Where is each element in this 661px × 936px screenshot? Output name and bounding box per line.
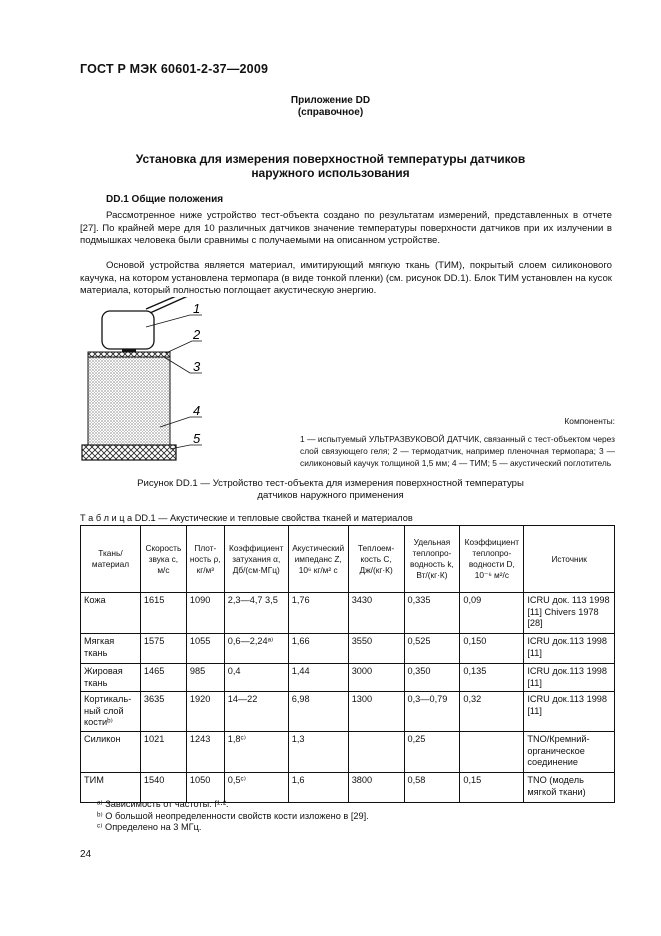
header-cell: Коэффициент теплопро-водности D, 10⁻⁶ м²/с (460, 526, 524, 593)
table-cell: 1465 (140, 664, 186, 692)
table-cell: ICRU док.113 1998 [11] (524, 692, 615, 732)
table-cell: 14—22 (224, 692, 288, 732)
table-cell: 1,66 (288, 634, 348, 664)
table-cell: TNO (модель мягкой ткани) (524, 773, 615, 803)
table-row (81, 773, 615, 803)
table-cell: Кортикаль-ный слой костиᵇ⁾ (81, 692, 141, 732)
header-cell: Удельная теплопро-водность k, Вт/(кг·К) (404, 526, 460, 593)
table-note-a: ᵃ⁾ Зависимость от частоты: f¹·². (97, 799, 229, 809)
section-heading: DD.1 Общие положения (106, 194, 224, 205)
table-note-c: ᶜ⁾ Определено на 3 МГц. (97, 822, 202, 832)
table-cell: 1540 (140, 773, 186, 803)
figure-label-4: 4 (193, 403, 201, 418)
standard-header: ГОСТ Р МЭК 60601-2-37—2009 (80, 62, 269, 76)
table-cell: 1575 (140, 634, 186, 664)
table-cell: 0,525 (404, 634, 460, 664)
table-cell: 1920 (186, 692, 224, 732)
appendix-heading (0, 95, 661, 119)
table-cell: Жировая ткань (81, 664, 141, 692)
appendix-line2: (справочное) (297, 107, 364, 118)
absorber-block (82, 445, 176, 460)
table-cell: 0,3—0,79 (404, 692, 460, 732)
header-cell: Плот-ность ρ, кг/м³ (186, 526, 224, 593)
table-cell: ICRU док.113 1998 [11] (524, 634, 615, 664)
table-row (81, 692, 615, 732)
table-cell: 1243 (186, 732, 224, 773)
tmm-block (88, 357, 170, 445)
figure-label-1: 1 (193, 301, 201, 316)
table-cell: 1,3 (288, 732, 348, 773)
header-cell: Акустический импеданс Z, 10⁶ кг/м² с (288, 526, 348, 593)
table-cell: 3430 (348, 593, 404, 634)
table-cell (460, 732, 524, 773)
paragraph-1 (80, 210, 612, 248)
table-cell: 0,58 (404, 773, 460, 803)
table-cell: ТИМ (81, 773, 141, 803)
table-cell: 1021 (140, 732, 186, 773)
components-title: Компоненты: (564, 416, 615, 426)
table-cell: Мягкая ткань (81, 634, 141, 664)
header-cell: Теплоем-кость C, Дж/(кг·К) (348, 526, 404, 593)
table-cell: 1090 (186, 593, 224, 634)
table-cell: 6,98 (288, 692, 348, 732)
table-cell: 0,09 (460, 593, 524, 634)
table-cell: Силикон (81, 732, 141, 773)
transducer-shape (102, 311, 154, 349)
table-cell: 985 (186, 664, 224, 692)
paragraph-2-text: Основой устройства является материал, имитирующий мягкую ткань (ТИМ), покрытый слоем силиконового каучука, на котором установлена термопара (в виде тонкой пленки) (см. рисунок DD.1). Блок ТИМ установлен на кусок материала, который полностью поглощает акустическую энергию. (80, 260, 612, 296)
table-cell: 0,4 (224, 664, 288, 692)
table-row (81, 593, 615, 634)
table-cell: 3635 (140, 692, 186, 732)
appendix-line1: Приложение DD (290, 95, 371, 106)
table-header-row (81, 526, 615, 593)
table-cell: 1,6 (288, 773, 348, 803)
page-number: 24 (80, 849, 92, 860)
table-cell (348, 732, 404, 773)
silicone-layer (88, 352, 170, 357)
table-cell: 0,15 (460, 773, 524, 803)
transducer-cable (146, 297, 190, 313)
title-line2: наружного использования (251, 166, 410, 180)
figure-caption-line2: датчиков наружного применения (257, 490, 404, 501)
figure-label-2: 2 (193, 327, 201, 342)
paragraph-2 (80, 260, 612, 298)
table-row (81, 634, 615, 664)
figure-caption (0, 478, 661, 502)
header-cell: Скорость звука c, м/с (140, 526, 186, 593)
test-object-figure (80, 297, 270, 472)
table-cell: 1,44 (288, 664, 348, 692)
title-line1: Установка для измерения поверхностной температуры датчиков (135, 152, 526, 166)
table-cell: 0,32 (460, 692, 524, 732)
paragraph-1-text: Рассмотренное ниже устройство тест-объекта создано по результатам измерений, представленных в отчете [27]. По крайней мере для 10 различных датчиков значение температуры поверхности датчиков при их излучении в подмышках человека были сравнимы с получаемыми на описанном устройстве. (80, 210, 612, 246)
document-title (0, 152, 661, 180)
table-cell: 0,6—2,24ᵃ⁾ (224, 634, 288, 664)
table-cell: 3550 (348, 634, 404, 664)
figure-label-5: 5 (193, 431, 201, 446)
table-cell: 0,135 (460, 664, 524, 692)
header-cell: Источник (524, 526, 615, 593)
table-cell: ICRU док.113 1998 [11] (524, 664, 615, 692)
figure-label-3: 3 (193, 359, 201, 374)
table-notes (80, 799, 369, 834)
table-cell: 1,76 (288, 593, 348, 634)
table-caption: Т а б л и ц а DD.1 — Акустические и тепловые свойства тканей и материалов (80, 513, 413, 523)
table-row (81, 732, 615, 773)
header-cell: Коэффициент затухания α, Дб/(см·МГц) (224, 526, 288, 593)
properties-table (80, 525, 615, 803)
table-row (81, 664, 615, 692)
table-cell: 0,5ᶜ⁾ (224, 773, 288, 803)
table-cell: Кожа (81, 593, 141, 634)
table-cell: TNO/Кремний-органическое соединение (524, 732, 615, 773)
table-cell: 3000 (348, 664, 404, 692)
table-cell: 1300 (348, 692, 404, 732)
table-cell: 0,25 (404, 732, 460, 773)
table-cell: 0,150 (460, 634, 524, 664)
table-cell: ICRU док. 113 1998 [11] Chivers 1978 [28] (524, 593, 615, 634)
header-cell: Ткань/ материал (81, 526, 141, 593)
table-cell: 0,350 (404, 664, 460, 692)
table-cell: 1,8ᶜ⁾ (224, 732, 288, 773)
table-cell: 1055 (186, 634, 224, 664)
table-note-b: ᵇ⁾ О большой неопределенности свойств кости изложено в [29]. (97, 810, 369, 821)
table-cell: 0,335 (404, 593, 460, 634)
figure-caption-line1: Рисунок DD.1 — Устройство тест-объекта для измерения поверхностной температуры (137, 478, 524, 489)
table-cell: 3800 (348, 773, 404, 803)
table-cell: 2,3—4,7 3,5 (224, 593, 288, 634)
table-cell: 1615 (140, 593, 186, 634)
components-text: 1 — испытуемый УЛЬТРАЗВУКОВОЙ ДАТЧИК, связанный с тест-объектом через слой связующего геля; 2 — термодатчик, например пленочная термопара; 3 — силиконовый каучук толщиной 1,5 мм; 4 — ТИМ; 5 — акустический поглотитель (300, 434, 615, 468)
table-cell: 1050 (186, 773, 224, 803)
